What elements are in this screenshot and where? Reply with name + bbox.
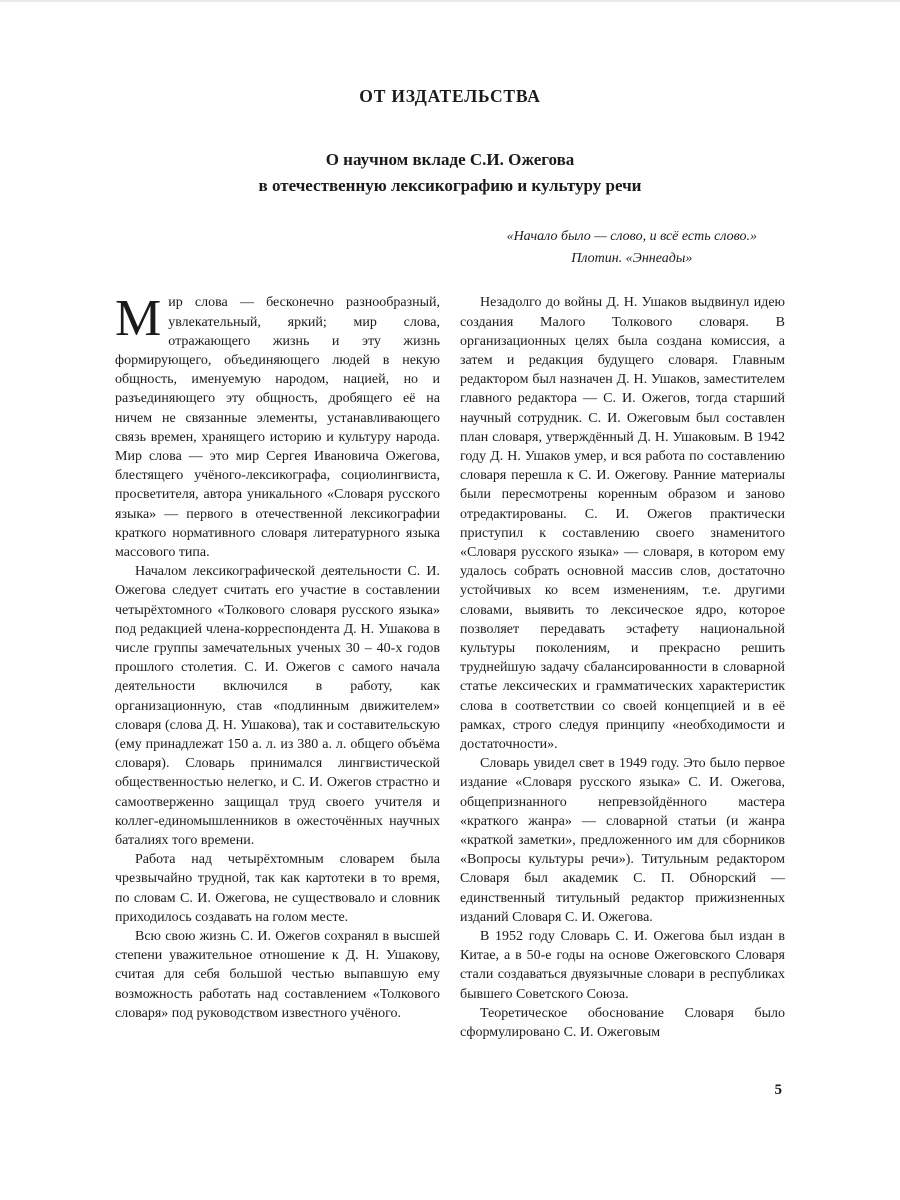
paragraph [115, 290, 440, 562]
paragraph: Началом лексикографической деятельности С. И. Ожегова следует считать его участие в составлении четырёхтомного «Толкового словаря русского языка» под редакцией члена-корреспондента Д. Н. Ушакова в числе группы замечательных ученых 30 – 40-х годов прошлого столетия. С. И. Ожегов с самого начала деятельности включился в работу, как организационную, став «подлинным движителем» словаря (слова Д. Н. Ушакова), так и составительскую (ему принадлежат 150 а. л. из 380 а. л. общего объёма словаря). Словарь принимался лингвистической общественностью нелегко, и С. И. Ожегов страстно и самоотверженно защищал труд своего учителя и коллег-единомышленников в ожесточённых научных баталиях того времени. [115, 564, 440, 849]
subtitle-line-2: в отечественную лексикографию и культуру речи [258, 175, 642, 195]
right-column [460, 293, 785, 1042]
drop-cap: М [115, 290, 162, 348]
page-number: 5 [774, 1082, 782, 1098]
subtitle-line-1: О научном вкладе С.И. Ожегова [325, 150, 575, 169]
paragraph: Словарь увидел свет в 1949 году. Это было первое издание «Словаря русского языка» С. И. Ожегова, общепризнанного непревзойдённого мастера «краткого жанра» — словарной статьи (и жанра «краткой заметки», предложенного им для сборников «Вопросы культуры речи»). Титульным редактором Словаря был академик С. П. Обнорский — единственный титульный редактор прижизненных изданий Словаря С. И. Ожегова. [460, 756, 785, 925]
subtitle [115, 147, 785, 198]
epigraph [507, 226, 757, 269]
epigraph-attribution: Плотин. «Эннеады» [571, 250, 693, 266]
paragraph-text: ир слова — бесконечно разнообразный, увлекательный, яркий; мир слова, отражающего жизнь и эту жизнь формирующего, объединяющего людей в некую общность, именуемую народом, нацией, но и разъединяющего эту общность, дробящего её на ничем не связанные элементы, устанавливающего связь времен, хранящего историю и культуру народа. Мир слова — это мир Сергея Ивановича Ожегова, блестящего учёного-лексикографа, социолингвиста, просветителя, автора уникального «Словаря русского языка» — первого в отечественной лексикографии краткого нормативного словаря литературного языка массового типа. [115, 295, 440, 561]
page-title: ОТ ИЗДАТЕЛЬСТВА [359, 86, 541, 106]
paragraph: Работа над четырёхтомным словарем была чрезвычайно трудной, так как картотеки в то время, по словам С. И. Ожегова, не существовало и словник приходилось создавать на голом месте. [115, 852, 440, 925]
paragraph: Теоретическое обоснование Словаря было сформулировано С. И. Ожеговым [460, 1005, 785, 1041]
paragraph: Незадолго до войны Д. Н. Ушаков выдвинул идею создания Малого Толкового словаря. В организационных целях была создана комиссия, а затем и редакция будущего словаря. Главным редактором был назначен Д. Н. Ушаков, заместителем главного редактора — С. И. Ожегов, тогда старший научный сотрудник. С. И. Ожеговым был составлен план словаря, утверждённый Д. Н. Ушаковым. В 1942 году Д. Н. Ушаков умер, и вся работа по составлению словаря перешла к С. И. Ожегову. Ранние материалы были пересмотрены коренным образом и заново отредактированы. С. И. Ожегов практически приступил к составлению своего знаменитого «Словаря русского языка» — словаря, в котором ему удалось собрать основной массив слов, достаточно устойчивых ко всем изменениям, т.е. другими словами, выявить то лексическое ядро, которое позволяет передавать эстафету национальной культуры поколениям, и прекрасно решить труднейшую задачу сбалансированности в словарной статье лексических и грамматических характеристик слова в соответствии со своей концепцией и в её рамках, строго следуя принципу «необходимости и достаточности». [460, 295, 785, 753]
paragraph: Всю свою жизнь С. И. Ожегов сохранял в высшей степени уважительное отношение к Д. Н. Ушакову, считая для себя большой честью выпавшую ему возможность работать над составлением «Толкового словаря» под руководством известного учёного. [115, 929, 440, 1021]
epigraph-quote: «Начало было — слово, и всё есть слово.» [506, 229, 757, 244]
left-column [115, 290, 440, 1042]
text-columns [115, 290, 785, 1042]
paragraph: В 1952 году Словарь С. И. Ожегова был издан в Китае, а в 50-е годы на основе Ожеговского Словаря стали создаваться двуязычные словари в республиках бывшего Советского Союза. [460, 929, 785, 1002]
